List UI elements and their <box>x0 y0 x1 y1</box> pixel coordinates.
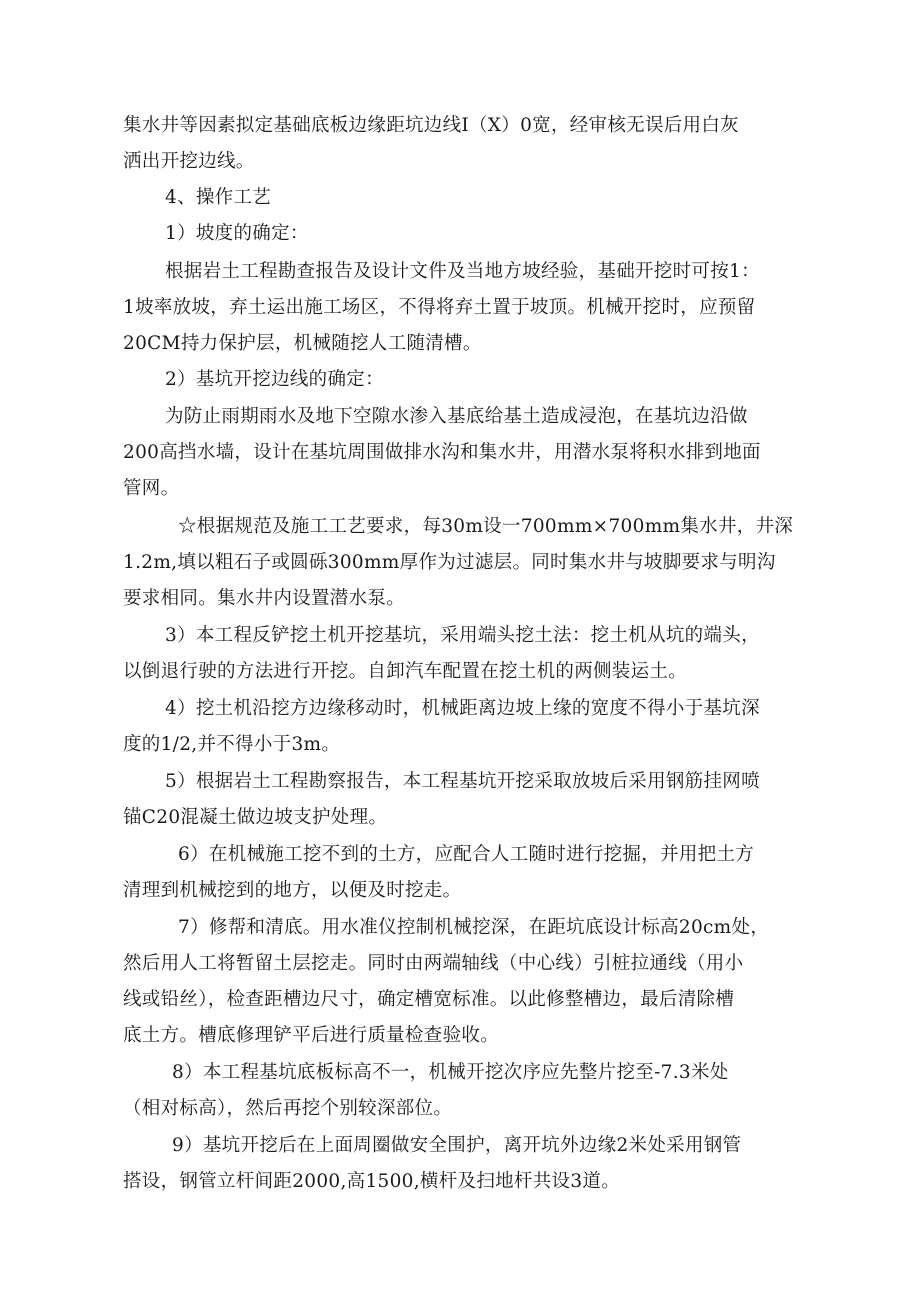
text-line: 3）本工程反铲挖土机开挖基坑，采用端头挖土法：挖土机从坑的端头， <box>165 625 760 646</box>
text-line: 20CM持力保护层，机械随挖人工随清槽。 <box>123 333 482 354</box>
subsection-heading: 2）基坑开挖边线的确定： <box>165 369 384 390</box>
text-line: 8）本工程基坑底板标高不一，机械开挖次序应先整片挖至-7.3米处 <box>172 1062 729 1083</box>
text-line: 200高挡水墙，设计在基坑周围做排水沟和集水井，用潜水泵将积水排到地面 <box>123 442 761 463</box>
text-line: 要求相同。集水井内设置潜水泵。 <box>123 588 406 609</box>
text-line: 4）挖土机沿挖方边缘移动时，机械距离边坡上缘的宽度不得小于基坑深 <box>165 698 760 719</box>
text-line: （相对标高），然后再挖个别较深部位。 <box>123 1098 453 1119</box>
text-line: 以倒退行驶的方法进行开挖。自卸汽车配置在挖土机的两侧装运土。 <box>123 661 688 682</box>
text-line: 度的1/2,并不得小于3m。 <box>123 734 341 755</box>
text-line: 底土方。槽底修理铲平后进行质量检查验收。 <box>123 1025 500 1046</box>
text-line: 6）在机械施工挖不到的土方，应配合人工随时进行挖掘，并用把土方 <box>178 844 755 865</box>
text-line: 7）修帮和清底。用水准仪控制机械挖深，在距坑底设计标高20cm处， <box>178 917 770 938</box>
text-line: 集水井等因素拟定基础底板边缘距坑边线Ⅰ（X）0宽，经审核无误后用白灰 <box>123 115 739 136</box>
text-line: ☆根据规范及施工工艺要求，每30m设一700mm×700mm集水井，井深 <box>178 516 794 537</box>
subsection-heading: 1）坡度的确定： <box>165 223 309 244</box>
text-line: 管网。 <box>123 478 180 499</box>
text-line: 1坡率放坡，弃土运出施工场区，不得将弃土置于坡顶。机械开挖时，应预留 <box>123 297 756 318</box>
text-line: 1.2m,填以粗石子或圆砾300mm厚作为过滤层。同时集水井与坡脚要求与明沟 <box>123 552 776 573</box>
text-line: 清理到机械挖到的地方，以便及时挖走。 <box>123 880 462 901</box>
text-line: 洒出开挖边线。 <box>123 151 255 172</box>
text-line: 线或铅丝），检查距槽边尺寸，确定槽宽标准。以此修整槽边，最后清除槽 <box>123 989 735 1010</box>
section-heading: 4、操作工艺 <box>165 187 272 208</box>
text-line: 5）根据岩土工程勘察报告，本工程基坑开挖采取放坡后采用钢筋挂网喷 <box>165 771 760 792</box>
text-line: 锚C20混凝土做边坡支护处理。 <box>123 807 388 828</box>
text-line: 为防止雨期雨水及地下空隙水渗入基底给基土造成浸泡，在基坑边沿做 <box>165 406 748 427</box>
text-line: 然后用人工将暂留土层挖走。同时由两端轴线（中心线）引桩拉通线（用小 <box>123 953 744 974</box>
text-line: 搭设，钢管立杆间距2000,高1500,横杆及扫地杆共设3道。 <box>123 1171 620 1192</box>
text-line: 9）基坑开挖后在上面周圈做安全围护，离开坑外边缘2米处采用钢管 <box>172 1135 742 1156</box>
text-line: 根据岩土工程勘查报告及设计文件及当地方坡经验，基础开挖时可按1： <box>165 261 760 282</box>
